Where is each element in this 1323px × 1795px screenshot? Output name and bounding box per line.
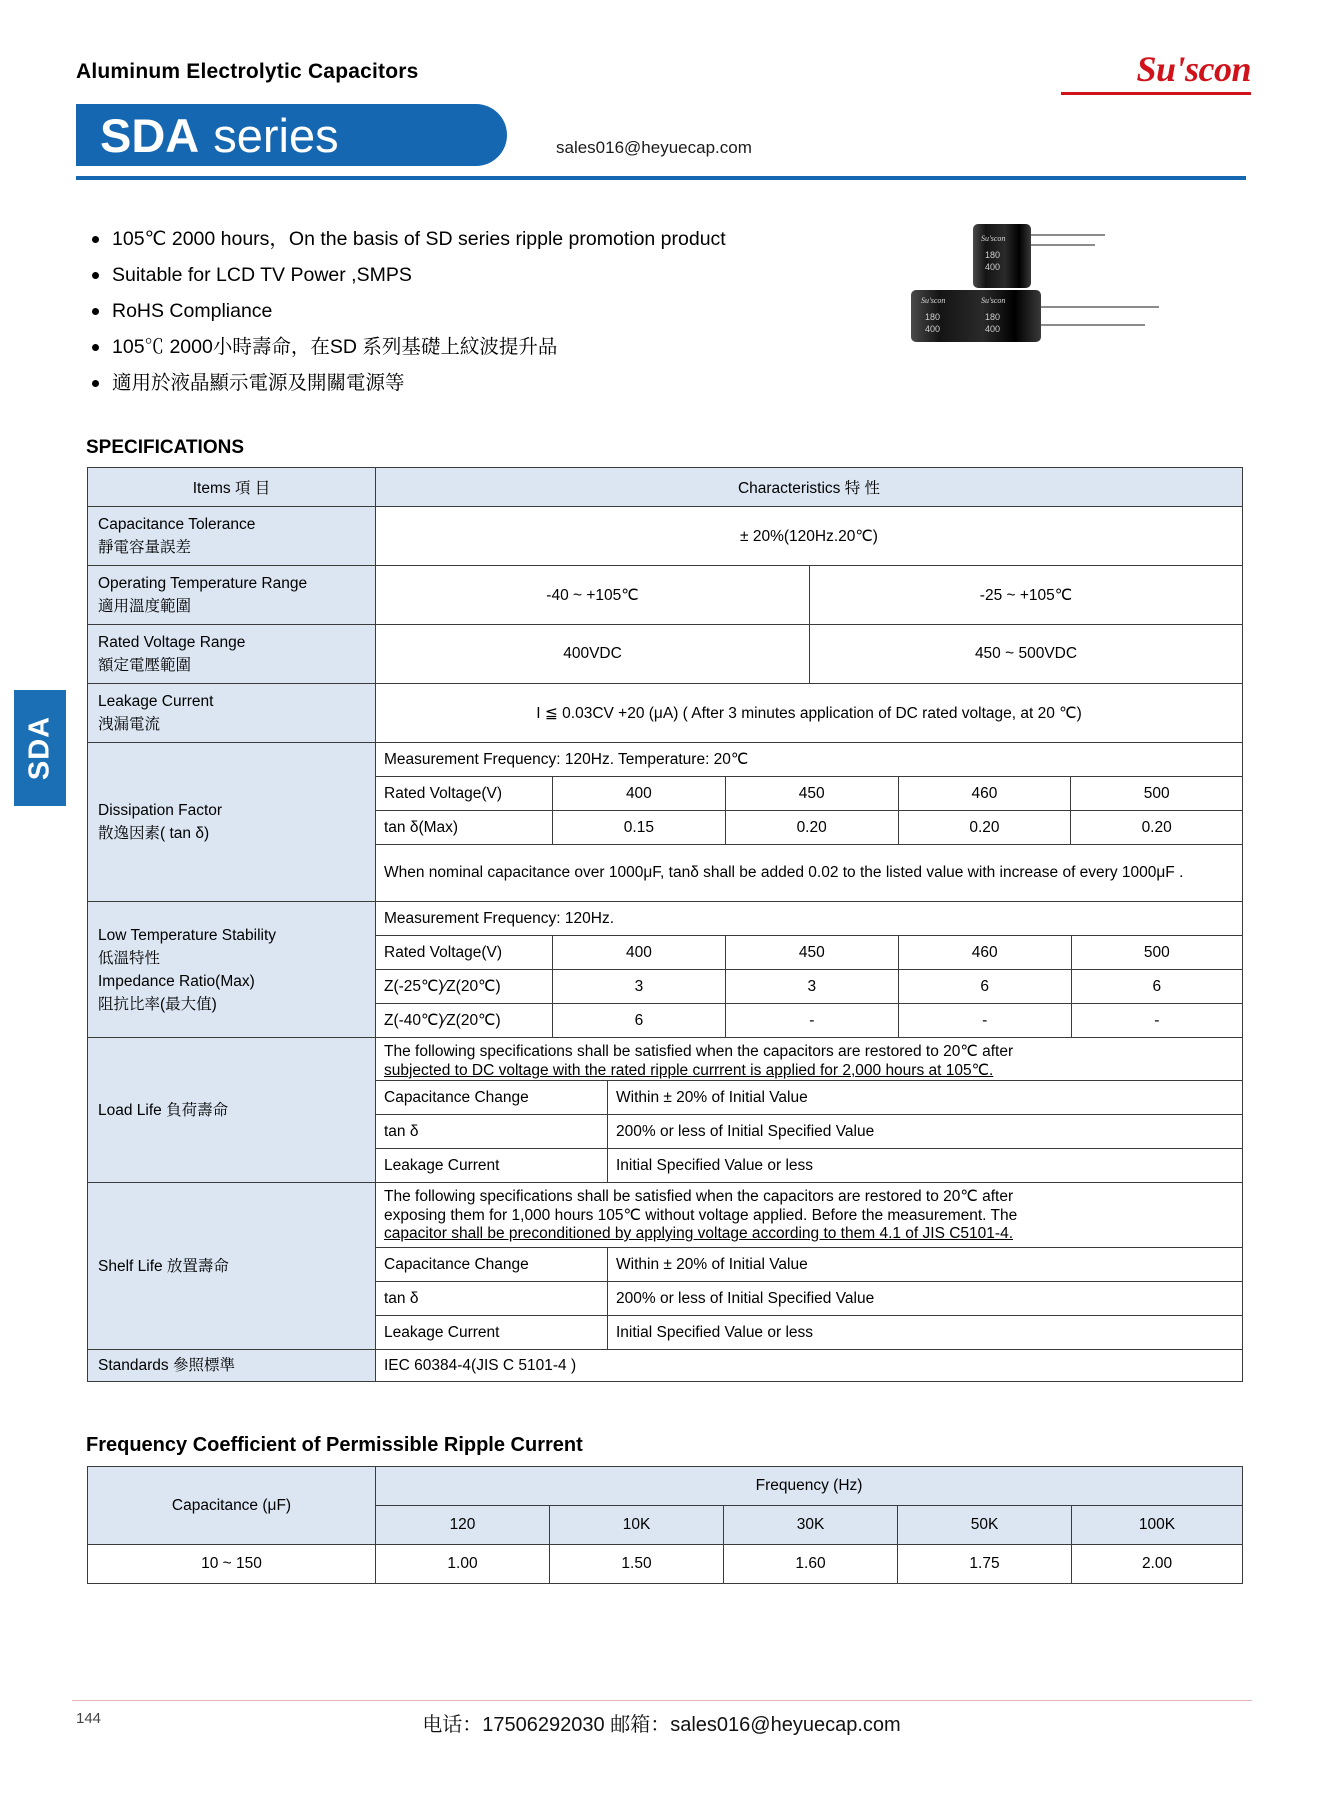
- shelf-life-note-line2: exposing them for 1,000 hours 105℃ without voltage applied. Before the measurement. The: [384, 1207, 1018, 1224]
- df-tand-3: 0.20: [898, 811, 1071, 845]
- specifications-heading: SPECIFICATIONS: [86, 437, 244, 458]
- lt-z40-2: -: [725, 1004, 898, 1038]
- shelf-life-r1-label: Capacitance Change: [376, 1248, 608, 1282]
- column-header-capacitance: Capacitance (μF): [88, 1467, 376, 1545]
- table-row: [376, 1248, 1242, 1282]
- shelf-life-r3-value: Initial Specified Value or less: [616, 1323, 814, 1341]
- value-temp-range-1: -40 ~ +105℃: [376, 566, 810, 625]
- lt-row-label-z40: Z(-40℃)∕Z(20℃): [376, 1004, 553, 1038]
- brand-underline: [1061, 92, 1251, 95]
- load-life-r2-value: 200% or less of Initial Specified Value: [608, 1115, 1243, 1149]
- table-row: [88, 902, 1243, 1038]
- df-voltage-2: 450: [725, 777, 898, 811]
- row-label-cn: 適用溫度範圍: [98, 598, 192, 615]
- capacitor-value-top: 180: [985, 250, 1001, 260]
- df-voltage-1: 400: [553, 777, 726, 811]
- table-row: [88, 743, 1243, 902]
- specifications-table: [87, 467, 1243, 1382]
- lt-z40-3: -: [898, 1004, 1071, 1038]
- table-row: [376, 743, 1242, 777]
- freq-col-5: 100K: [1072, 1506, 1243, 1545]
- capacitor-brand-label: Su'scon: [981, 234, 1006, 243]
- lt-voltage-2: 450: [725, 936, 898, 970]
- lt-z25-4: 6: [1071, 970, 1242, 1004]
- table-row: [376, 845, 1242, 902]
- value-capacitance-tolerance: ± 20%(120Hz.20℃): [376, 507, 1243, 566]
- df-tand-4: 0.20: [1071, 811, 1242, 845]
- freq-col-1: 120: [376, 1506, 550, 1545]
- df-voltage-4: 500: [1071, 777, 1242, 811]
- table-row: [88, 566, 1243, 625]
- row-label-shelf-life: Shelf Life 放置壽命: [88, 1183, 376, 1350]
- table-row: [376, 970, 1242, 1004]
- value-leakage-current: I ≦ 0.03CV +20 (μA) ( After 3 minutes application of DC rated voltage, at 20 ℃): [376, 684, 1243, 743]
- value-voltage-2: 450 ~ 500VDC: [810, 625, 1243, 684]
- freq-value-5: 2.00: [1072, 1545, 1243, 1584]
- row-label-en: Dissipation Factor: [98, 802, 223, 819]
- value-standards: IEC 60384-4(JIS C 5101-4 ): [376, 1350, 1243, 1382]
- freq-row-label: 10 ~ 150: [88, 1545, 376, 1584]
- row-label-en: Leakage Current: [98, 693, 214, 710]
- shelf-life-note-line3: capacitor shall be preconditioned by applying voltage according to them 4.1 of JIS C5101-4.: [384, 1225, 1013, 1242]
- table-row: [88, 625, 1243, 684]
- lt-row-label-voltage: Rated Voltage(V): [376, 936, 553, 970]
- row-label-en: Rated Voltage Range: [98, 634, 246, 651]
- row-label-cn-1: 低溫特性: [98, 949, 161, 967]
- column-header-frequency: Frequency (Hz): [376, 1467, 1243, 1506]
- lt-z25-2: 3: [725, 970, 898, 1004]
- lt-z40-4: -: [1154, 1011, 1160, 1029]
- value-temp-range-2: -25 ~ +105℃: [810, 566, 1243, 625]
- table-row: [376, 1081, 1242, 1115]
- capacitor-brand-label-left: Su'scon: [921, 296, 946, 305]
- list-item: Suitable for LCD TV Power ,SMPS: [86, 260, 946, 290]
- row-label-cn: 靜電容量誤差: [98, 539, 192, 556]
- df-measurement-note: Measurement Frequency: 120Hz. Temperature: 20℃: [376, 743, 1242, 777]
- shelf-life-table: [376, 1183, 1242, 1349]
- freq-col-2: 10K: [550, 1506, 724, 1545]
- load-life-r3-value: Initial Specified Value or less: [616, 1156, 814, 1174]
- df-tand-2: 0.20: [725, 811, 898, 845]
- dissipation-factor-table: [376, 743, 1242, 901]
- dissipation-factor-block: [376, 743, 1243, 902]
- table-row: [376, 1004, 1242, 1038]
- low-temp-table: [376, 902, 1242, 1037]
- load-life-r1-value: Within ± 20% of Initial Value: [608, 1081, 1243, 1115]
- page-number: 144: [76, 1710, 102, 1727]
- shelf-life-block: [376, 1183, 1243, 1350]
- row-label-operating-temperature: [88, 566, 376, 625]
- load-life-note-line1: The following specifications shall be satisfied when the capacitors are restored to 20℃ after: [384, 1043, 1014, 1060]
- table-row: [376, 1282, 1242, 1316]
- list-item: 適用於液晶顯示電源及開關電源等: [86, 368, 946, 398]
- brand-logo: Su'scon: [1136, 49, 1251, 89]
- lead-wire: [1031, 244, 1095, 246]
- row-label-rated-voltage: [88, 625, 376, 684]
- table-row: [88, 1545, 1243, 1584]
- series-banner-text: [100, 108, 339, 163]
- frequency-coefficient-heading: Frequency Coefficient of Permissible Ripple Current: [86, 1434, 583, 1456]
- lt-z40-1: 6: [553, 1004, 726, 1038]
- lt-voltage-1: 400: [553, 936, 726, 970]
- row-label-cn: 額定電壓範圍: [98, 657, 192, 674]
- table-row: [88, 1467, 1243, 1506]
- capacitor-brand-label-right: Su'scon: [981, 296, 1006, 305]
- footer-contact: 电话：17506292030 邮箱：sales016@heyuecap.com: [422, 1714, 901, 1736]
- page-title: Aluminum Electrolytic Capacitors: [76, 60, 419, 83]
- feature-list: [86, 224, 946, 404]
- row-label-en-2: Impedance Ratio(Max): [98, 972, 255, 990]
- side-tab-sda: [14, 690, 66, 806]
- table-row: [88, 1183, 1243, 1350]
- value-voltage-1: 400VDC: [376, 625, 810, 684]
- load-life-r1-label: Capacitance Change: [376, 1081, 608, 1115]
- freq-col-4: 50K: [898, 1506, 1072, 1545]
- list-item: 105℃ 2000 hours，On the basis of SD series ripple promotion product: [86, 224, 946, 254]
- table-row: [88, 684, 1243, 743]
- capacitor-small-icon: [973, 224, 1031, 288]
- footer-divider: [72, 1700, 1252, 1701]
- table-row: [376, 936, 1242, 970]
- df-note: When nominal capacitance over 1000μF, tanδ shall be added 0.02 to the listed value with increase of every 1000μF .: [384, 864, 1184, 881]
- capacitor-value-right-bottom: 400: [985, 324, 1001, 334]
- banner-divider: [76, 176, 1246, 180]
- load-life-r2-label: tan δ: [376, 1115, 608, 1149]
- product-photo: [905, 220, 1165, 350]
- freq-value-3: 1.60: [724, 1545, 898, 1584]
- contact-email: sales016@heyuecap.com: [556, 138, 752, 157]
- column-header-items: Items 項 目: [88, 468, 376, 507]
- df-voltage-3: 460: [898, 777, 1071, 811]
- low-temp-block: [376, 902, 1243, 1038]
- column-header-characteristics: Characteristics 特 性: [376, 468, 1243, 507]
- lead-wire: [1031, 234, 1105, 236]
- table-row: [376, 1316, 1242, 1350]
- shelf-life-r3-label: Leakage Current: [376, 1316, 608, 1350]
- capacitor-large-icon: [911, 290, 1041, 342]
- capacitor-value-left-bottom: 400: [925, 324, 941, 334]
- lt-z25-1: 3: [553, 970, 726, 1004]
- shelf-life-r1-value: Within ± 20% of Initial Value: [608, 1248, 1243, 1282]
- row-label-cn-2: 阻抗比率(最大值): [98, 995, 217, 1013]
- shelf-life-note-line1: The following specifications shall be satisfied when the capacitors are restored to 20℃ after: [384, 1188, 1014, 1205]
- row-label-leakage-current: [88, 684, 376, 743]
- table-row: [88, 1038, 1243, 1183]
- load-life-note-line2: subjected to DC voltage with the rated ripple currrent is applied for 2,000 hours at 105℃.: [384, 1062, 994, 1079]
- row-label-en: Capacitance Tolerance: [98, 516, 256, 533]
- row-label-standards: Standards 參照標準: [88, 1350, 376, 1382]
- load-life-block: [376, 1038, 1243, 1183]
- table-row: [376, 1149, 1242, 1183]
- lead-wire: [1041, 324, 1145, 326]
- series-code: SDA: [100, 109, 200, 162]
- table-row: [88, 1350, 1243, 1382]
- shelf-life-r2-value: 200% or less of Initial Specified Value: [608, 1282, 1243, 1316]
- freq-value-2: 1.50: [550, 1545, 724, 1584]
- row-label-en: Operating Temperature Range: [98, 575, 308, 592]
- table-row: [376, 1183, 1242, 1248]
- row-label-low-temperature-stability: [88, 902, 376, 1038]
- lt-voltage-3: 460: [898, 936, 1071, 970]
- row-label-capacitance-tolerance: [88, 507, 376, 566]
- table-row: [88, 468, 1243, 507]
- freq-col-3: 30K: [724, 1506, 898, 1545]
- capacitor-value-bottom: 400: [985, 262, 1001, 272]
- table-row: [376, 902, 1242, 936]
- shelf-life-note: [376, 1183, 1242, 1248]
- lt-row-label-z25: Z(-25℃)∕Z(20℃): [376, 970, 553, 1004]
- freq-value-1: 1.00: [376, 1545, 550, 1584]
- lead-wire: [1041, 306, 1159, 308]
- load-life-table: [376, 1038, 1242, 1182]
- freq-value-4: 1.75: [898, 1545, 1072, 1584]
- load-life-r3-label: Leakage Current: [376, 1149, 608, 1183]
- row-label-cn: 洩漏電流: [98, 716, 161, 733]
- capacitor-value-left-top: 180: [925, 312, 941, 322]
- lt-measurement-note: Measurement Frequency: 120Hz.: [376, 902, 1242, 936]
- frequency-coefficient-table: [87, 1466, 1243, 1584]
- list-item: RoHS Compliance: [86, 296, 946, 326]
- capacitor-value-right-top: 180: [985, 312, 1001, 322]
- df-row-label-tand: tan δ(Max): [376, 811, 553, 845]
- side-tab-label: SDA: [23, 715, 56, 781]
- row-label-en-1: Low Temperature Stability: [98, 926, 277, 944]
- table-row: [376, 777, 1242, 811]
- row-label-load-life: Load Life 負荷壽命: [88, 1038, 376, 1183]
- row-label-dissipation-factor: [88, 743, 376, 902]
- table-row: [376, 1038, 1242, 1081]
- df-row-label-voltage: Rated Voltage(V): [376, 777, 553, 811]
- table-row: [376, 1115, 1242, 1149]
- series-word: series: [213, 109, 339, 162]
- row-label-cn: 散逸因素( tan δ): [98, 825, 210, 842]
- lt-voltage-4: 500: [1071, 936, 1242, 970]
- shelf-life-r2-label: tan δ: [376, 1282, 608, 1316]
- table-row: [376, 811, 1242, 845]
- df-tand-1: 0.15: [553, 811, 726, 845]
- load-life-note: [376, 1038, 1242, 1081]
- list-item: 105℃ 2000小時壽命，在SD 系列基礎上紋波提升品: [86, 332, 946, 362]
- table-row: [88, 507, 1243, 566]
- lt-z25-3: 6: [898, 970, 1071, 1004]
- series-banner: [76, 104, 476, 166]
